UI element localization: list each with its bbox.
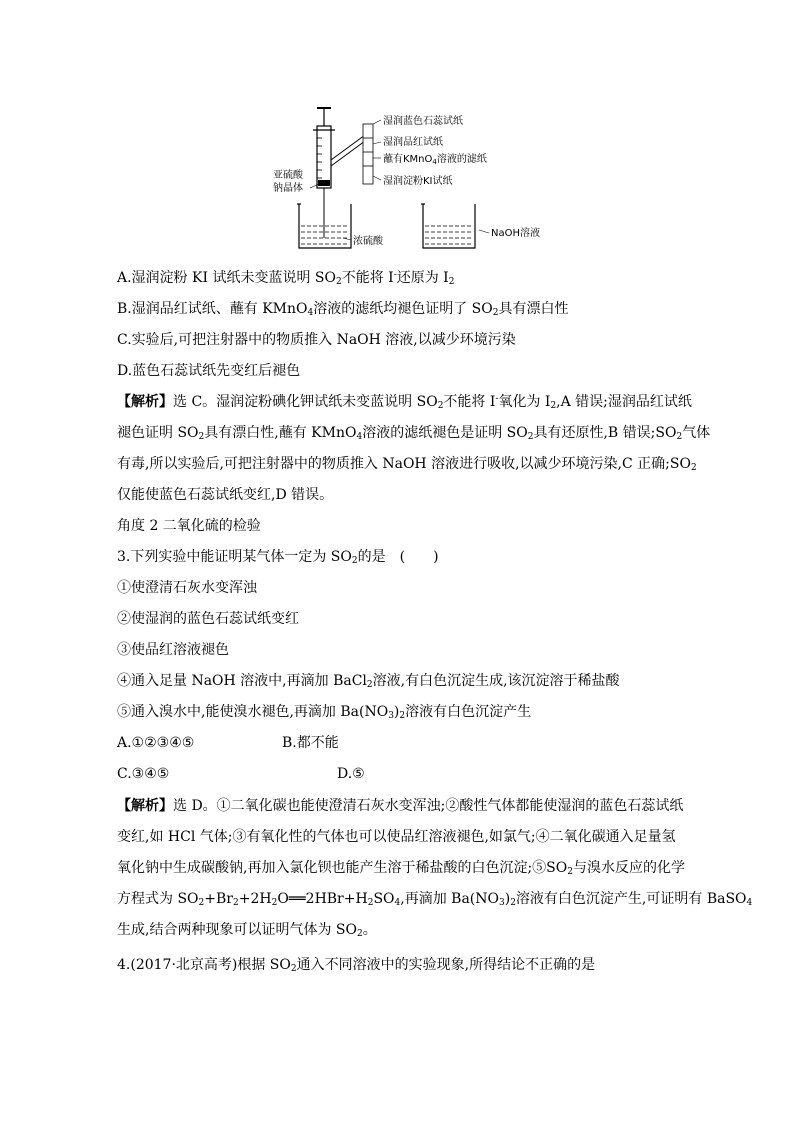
q3-item-5: ⑤通入溴水中,能使溴水褪色,再滴加 $Ba(NO_3)_2$溶液有白色沉淀产生 <box>117 704 532 721</box>
experiment-apparatus-figure <box>265 100 545 260</box>
label-sulfite-1: 亚硫酸 <box>273 170 303 181</box>
q3-item-3: ③使品红溶液褪色 <box>117 642 229 658</box>
label-ki-starch: 湿润淀粉KI试纸 <box>383 176 453 187</box>
label-sulfite-2: 钠晶体 <box>273 183 303 194</box>
q4-stem: 4.(2017·北京高考)根据 $SO_2$通入不同溶液中的实验现象,所得结论不正确的是 <box>117 957 596 974</box>
section-title: 角度 2 二氧化硫的检验 <box>117 518 261 534</box>
q3-analysis-line-4: 方程式为 $SO_2+Br_2+2H_2O══2HBr+H_2SO_4$,再滴加 $Ba(NO_3)_2$溶液有白色沉淀产生,可证明有 BaSO$_4$ <box>117 891 753 908</box>
q2-analysis-line-4: 仅能使蓝色石蕊试纸变红,D 错误。 <box>117 487 334 503</box>
q3-option-d: D.⑤ <box>337 766 365 782</box>
q3-analysis-line-3: 氧化钠中生成碳酸钠,再加入氯化钡也能产生溶于稀盐酸的白色沉淀$;⑤SO_2$与溴水反应的化学 <box>117 860 685 877</box>
q2-analysis-line-1: 【解析】选 C。湿润淀粉碘化钾试纸未变蓝说明 $SO_2$不能将 I-氧化为 $I_2,A$ 错误;湿润品红试纸 <box>117 394 692 411</box>
q3-option-b: B.都不能 <box>282 735 339 751</box>
q2-option-a: A.湿润淀粉 KI 试纸未变蓝说明 $SO_2$不能将 I-还原为 $I_2$ <box>117 270 455 287</box>
q3-option-c: C.③④⑤ <box>117 766 170 782</box>
label-naoh: NaOH溶液 <box>491 228 540 239</box>
q3-option-a: A.①②③④⑤ <box>117 735 195 751</box>
label-conc-acid: 浓硫酸 <box>353 236 383 247</box>
q3-analysis-line-5: 生成,结合两种现象可以证明气体为 $SO_2$。 <box>117 922 377 939</box>
q3-analysis-line-1: 【解析】选 D。①二氧化碳也能使澄清石灰水变浑浊;②酸性气体都能使湿润的蓝色石蕊试纸 <box>117 798 684 814</box>
label-litmus-blue: 湿润蓝色石蕊试纸 <box>383 116 463 127</box>
label-magenta-paper: 湿润品红试纸 <box>383 137 443 148</box>
q2-analysis-line-3: 有毒,所以实验后,可把注射器中的物质推入 NaOH 溶液进行吸收,以减少环境污染,C 正确$;SO_2$ <box>117 456 697 473</box>
q3-item-1: ①使澄清石灰水变浑浊 <box>117 580 257 596</box>
q2-analysis-line-2: 褪色证明 $SO_2$具有漂白性,蘸有 KMnO$_4$溶液的滤纸褪色是证明 $SO_2$具有还原性,B 错误$;SO_2$气体 <box>117 425 711 442</box>
q3-analysis-line-2: 变红,如 HCl 气体;③有氧化性的气体也可以使品红溶液褪色,如氯气;④二氧化碳通入足量氢 <box>117 829 676 845</box>
label-kmno4-paper: 蘸有KMnO$_4$溶液的滤纸 <box>383 154 487 166</box>
q3-item-4: ④通入足量 NaOH 溶液中,再滴加 BaCl$_2$溶液,有白色沉淀生成,该沉淀溶于稀盐酸 <box>117 673 620 690</box>
q3-item-2: ②使湿润的蓝色石蕊试纸变红 <box>117 611 299 627</box>
q2-option-d: D.蓝色石蕊试纸先变红后褪色 <box>117 363 301 379</box>
q3-stem: 3.下列实验中能证明某气体一定为 $SO_2$的是 ( ) <box>117 549 439 566</box>
q2-option-c: C.实验后,可把注射器中的物质推入 NaOH 溶液,以减少环境污染 <box>117 332 516 348</box>
q2-option-b: B.湿润品红试纸、蘸有 KMnO$_4$溶液的滤纸均褪色证明了 $SO_2$具有漂白性 <box>117 301 569 318</box>
